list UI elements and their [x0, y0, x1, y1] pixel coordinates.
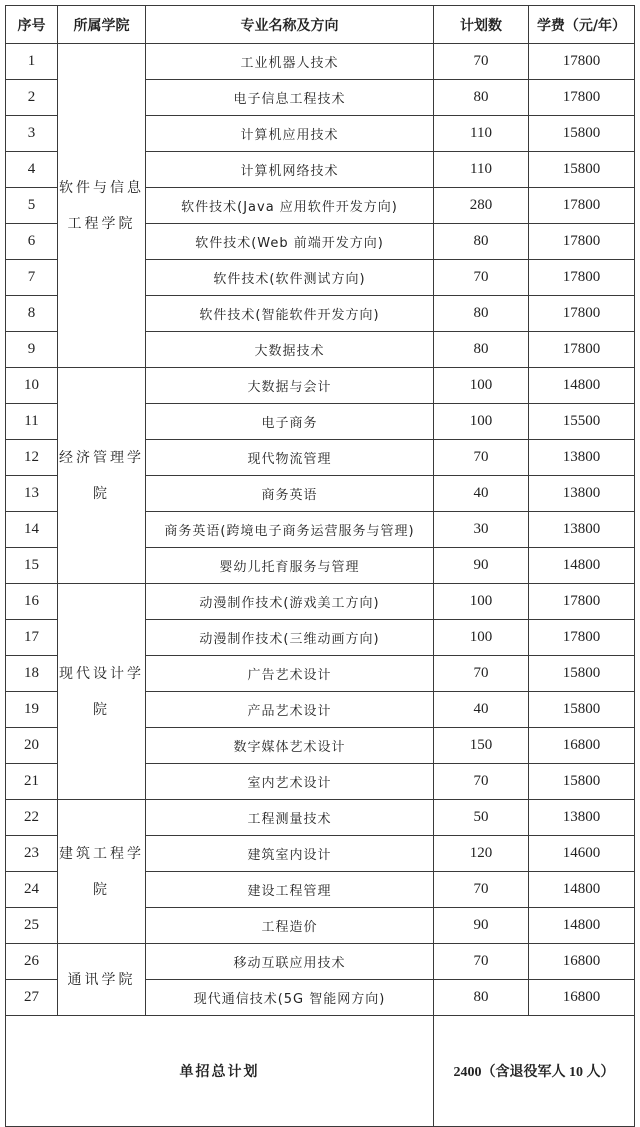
cell-plan: 90 [434, 548, 529, 584]
cell-fee: 14600 [529, 836, 635, 872]
cell-fee: 14800 [529, 548, 635, 584]
table-body [6, 44, 635, 1016]
cell-major: 软件技术(Java 应用软件开发方向) [146, 188, 434, 224]
cell-major: 工程造价 [146, 908, 434, 944]
cell-major: 动漫制作技术(三维动画方向) [146, 620, 434, 656]
cell-fee: 13800 [529, 800, 635, 836]
cell-major: 工业机器人技术 [146, 44, 434, 80]
cell-seq: 3 [6, 116, 58, 152]
cell-major: 大数据与会计 [146, 368, 434, 404]
cell-plan: 70 [434, 440, 529, 476]
cell-major: 软件技术(智能软件开发方向) [146, 296, 434, 332]
cell-seq: 5 [6, 188, 58, 224]
table-row [6, 44, 635, 80]
cell-fee: 16800 [529, 728, 635, 764]
cell-fee: 17800 [529, 80, 635, 116]
cell-plan: 80 [434, 80, 529, 116]
table-row [6, 368, 635, 404]
cell-plan: 70 [434, 872, 529, 908]
total-value: 2400（含退役军人 10 人） [434, 1016, 635, 1127]
cell-fee: 17800 [529, 260, 635, 296]
cell-plan: 70 [434, 656, 529, 692]
cell-fee: 17800 [529, 620, 635, 656]
cell-fee: 13800 [529, 512, 635, 548]
cell-fee: 14800 [529, 368, 635, 404]
cell-major: 计算机应用技术 [146, 116, 434, 152]
cell-plan: 90 [434, 908, 529, 944]
cell-seq: 26 [6, 944, 58, 980]
cell-major: 现代物流管理 [146, 440, 434, 476]
cell-fee: 13800 [529, 440, 635, 476]
cell-seq: 14 [6, 512, 58, 548]
cell-plan: 120 [434, 836, 529, 872]
cell-seq: 19 [6, 692, 58, 728]
cell-fee: 16800 [529, 944, 635, 980]
cell-major: 软件技术(Web 前端开发方向) [146, 224, 434, 260]
cell-fee: 17800 [529, 44, 635, 80]
cell-major: 大数据技术 [146, 332, 434, 368]
cell-major: 现代通信技术(5G 智能网方向) [146, 980, 434, 1016]
cell-major: 广告艺术设计 [146, 656, 434, 692]
cell-fee: 16800 [529, 980, 635, 1016]
cell-major: 电子商务 [146, 404, 434, 440]
cell-major: 工程测量技术 [146, 800, 434, 836]
cell-fee: 15500 [529, 404, 635, 440]
cell-seq: 27 [6, 980, 58, 1016]
cell-plan: 70 [434, 44, 529, 80]
cell-plan: 80 [434, 224, 529, 260]
cell-plan: 40 [434, 476, 529, 512]
cell-major: 建筑室内设计 [146, 836, 434, 872]
header-college: 所属学院 [58, 6, 146, 44]
cell-plan: 110 [434, 152, 529, 188]
cell-major: 产品艺术设计 [146, 692, 434, 728]
cell-college: 软件与信息工程学院 [58, 44, 146, 368]
cell-fee: 15800 [529, 656, 635, 692]
cell-plan: 50 [434, 800, 529, 836]
total-label: 单招总计划 [6, 1016, 434, 1127]
cell-seq: 9 [6, 332, 58, 368]
cell-seq: 25 [6, 908, 58, 944]
cell-seq: 2 [6, 80, 58, 116]
total-row [6, 1016, 635, 1127]
cell-seq: 21 [6, 764, 58, 800]
cell-seq: 8 [6, 296, 58, 332]
cell-seq: 11 [6, 404, 58, 440]
cell-major: 计算机网络技术 [146, 152, 434, 188]
cell-seq: 15 [6, 548, 58, 584]
cell-plan: 100 [434, 368, 529, 404]
cell-seq: 17 [6, 620, 58, 656]
cell-plan: 150 [434, 728, 529, 764]
cell-fee: 17800 [529, 188, 635, 224]
cell-major: 商务英语 [146, 476, 434, 512]
enrollment-plan-sheet [5, 5, 635, 1127]
cell-plan: 100 [434, 620, 529, 656]
header-seq: 序号 [6, 6, 58, 44]
cell-seq: 6 [6, 224, 58, 260]
cell-plan: 80 [434, 980, 529, 1016]
table-row [6, 944, 635, 980]
cell-seq: 20 [6, 728, 58, 764]
cell-plan: 70 [434, 944, 529, 980]
cell-major: 室内艺术设计 [146, 764, 434, 800]
cell-plan: 70 [434, 260, 529, 296]
cell-seq: 24 [6, 872, 58, 908]
cell-major: 电子信息工程技术 [146, 80, 434, 116]
cell-fee: 15800 [529, 152, 635, 188]
enrollment-plan-table [5, 5, 635, 1127]
cell-major: 软件技术(软件测试方向) [146, 260, 434, 296]
cell-fee: 15800 [529, 116, 635, 152]
cell-plan: 110 [434, 116, 529, 152]
cell-major: 商务英语(跨境电子商务运营服务与管理) [146, 512, 434, 548]
cell-seq: 22 [6, 800, 58, 836]
cell-seq: 7 [6, 260, 58, 296]
cell-major: 建设工程管理 [146, 872, 434, 908]
cell-plan: 30 [434, 512, 529, 548]
cell-seq: 4 [6, 152, 58, 188]
cell-fee: 17800 [529, 332, 635, 368]
cell-plan: 80 [434, 332, 529, 368]
cell-college: 经济管理学院 [58, 368, 146, 584]
cell-seq: 13 [6, 476, 58, 512]
header-fee: 学费（元/年） [529, 6, 635, 44]
cell-plan: 70 [434, 764, 529, 800]
cell-fee: 14800 [529, 872, 635, 908]
cell-major: 婴幼儿托育服务与管理 [146, 548, 434, 584]
cell-fee: 17800 [529, 584, 635, 620]
cell-fee: 17800 [529, 224, 635, 260]
cell-college: 建筑工程学院 [58, 800, 146, 944]
cell-plan: 280 [434, 188, 529, 224]
cell-major: 移动互联应用技术 [146, 944, 434, 980]
table-row [6, 800, 635, 836]
cell-plan: 80 [434, 296, 529, 332]
cell-seq: 12 [6, 440, 58, 476]
cell-fee: 13800 [529, 476, 635, 512]
cell-seq: 16 [6, 584, 58, 620]
table-header-row [6, 6, 635, 44]
cell-seq: 23 [6, 836, 58, 872]
cell-seq: 18 [6, 656, 58, 692]
cell-fee: 15800 [529, 764, 635, 800]
cell-fee: 14800 [529, 908, 635, 944]
cell-plan: 100 [434, 584, 529, 620]
cell-college: 现代设计学院 [58, 584, 146, 800]
header-major: 专业名称及方向 [146, 6, 434, 44]
cell-seq: 1 [6, 44, 58, 80]
cell-fee: 15800 [529, 692, 635, 728]
cell-major: 数字媒体艺术设计 [146, 728, 434, 764]
cell-plan: 40 [434, 692, 529, 728]
cell-college: 通讯学院 [58, 944, 146, 1016]
cell-major: 动漫制作技术(游戏美工方向) [146, 584, 434, 620]
cell-fee: 17800 [529, 296, 635, 332]
cell-seq: 10 [6, 368, 58, 404]
table-row [6, 584, 635, 620]
cell-plan: 100 [434, 404, 529, 440]
header-plan: 计划数 [434, 6, 529, 44]
